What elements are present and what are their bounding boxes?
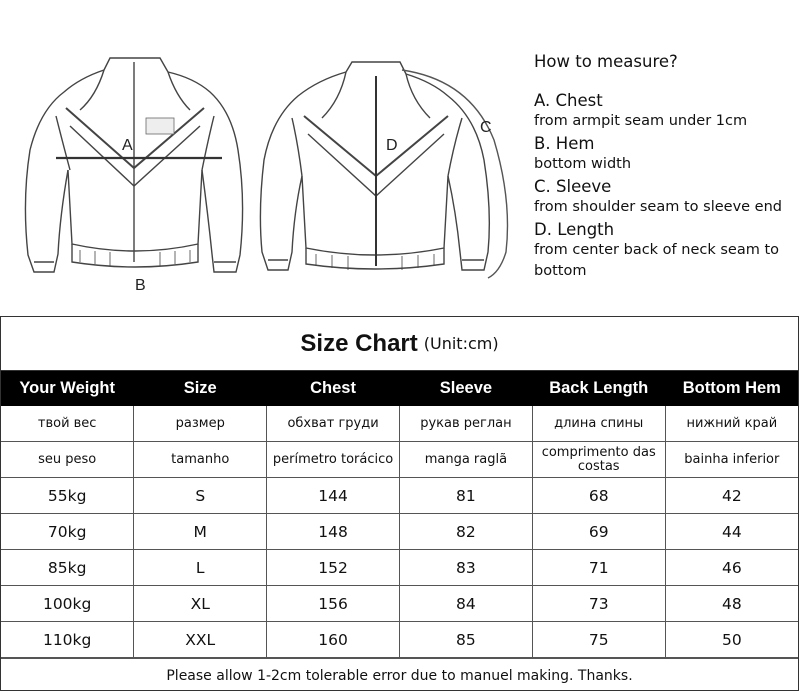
size-chart-heading: Size Chart bbox=[300, 329, 418, 357]
table-row bbox=[1, 622, 798, 658]
table-cell: 71 bbox=[532, 550, 665, 586]
table-cell: 85kg bbox=[1, 550, 134, 586]
size-table bbox=[1, 371, 798, 658]
table-cell: manga raglã bbox=[399, 442, 532, 478]
measure-item-title: D. Length bbox=[534, 220, 615, 239]
header-cell: Back Length bbox=[532, 371, 665, 406]
measure-item-desc: bottom width bbox=[534, 156, 632, 172]
table-cell: нижний край bbox=[665, 406, 798, 442]
tolerance-note: Please allow 1-2cm tolerable error due to manuel making. Thanks. bbox=[1, 658, 798, 693]
header-cell: Size bbox=[134, 371, 267, 406]
table-cell: XL bbox=[134, 586, 267, 622]
table-cell: perímetro torácico bbox=[267, 442, 400, 478]
measure-item-desc: from armpit seam under 1cm bbox=[534, 113, 748, 129]
table-cell: seu peso bbox=[1, 442, 134, 478]
measurement-section bbox=[0, 0, 800, 316]
table-cell: 148 bbox=[267, 514, 400, 550]
table-cell: 110kg bbox=[1, 622, 134, 658]
table-cell: 46 bbox=[665, 550, 798, 586]
table-cell: 55kg bbox=[1, 478, 134, 514]
table-cell: 44 bbox=[665, 514, 798, 550]
table-row bbox=[1, 514, 798, 550]
size-chart-unit: (Unit:cm) bbox=[423, 334, 499, 353]
table-cell: 100kg bbox=[1, 586, 134, 622]
label-b: B bbox=[135, 277, 146, 294]
header-cell: Your Weight bbox=[1, 371, 134, 406]
measure-item-desc: from shoulder seam to sleeve end bbox=[534, 199, 782, 215]
table-cell: 83 bbox=[399, 550, 532, 586]
russian-label-row bbox=[1, 406, 798, 442]
table-cell: 68 bbox=[532, 478, 665, 514]
table-cell: 84 bbox=[399, 586, 532, 622]
size-chart-title bbox=[1, 317, 798, 371]
header-cell: Chest bbox=[267, 371, 400, 406]
table-cell: 75 bbox=[532, 622, 665, 658]
table-cell: tamanho bbox=[134, 442, 267, 478]
table-header-row bbox=[1, 371, 798, 406]
table-cell: 42 bbox=[665, 478, 798, 514]
table-row bbox=[1, 550, 798, 586]
table-cell: твой вес bbox=[1, 406, 134, 442]
table-cell: 144 bbox=[267, 478, 400, 514]
label-a: A bbox=[122, 137, 133, 154]
table-cell: 156 bbox=[267, 586, 400, 622]
how-to-measure-heading: How to measure? bbox=[534, 52, 678, 71]
measure-item-title: A. Chest bbox=[534, 91, 603, 110]
table-cell: 81 bbox=[399, 478, 532, 514]
table-cell: размер bbox=[134, 406, 267, 442]
table-cell: M bbox=[134, 514, 267, 550]
label-d: D bbox=[386, 137, 398, 154]
table-cell: XXL bbox=[134, 622, 267, 658]
table-cell: 48 bbox=[665, 586, 798, 622]
portuguese-label-row bbox=[1, 442, 798, 478]
table-cell: 69 bbox=[532, 514, 665, 550]
table-cell: 82 bbox=[399, 514, 532, 550]
table-row bbox=[1, 478, 798, 514]
measure-item-desc: from center back of neck seam to bottom bbox=[534, 242, 780, 279]
measure-item-title: B. Hem bbox=[534, 134, 595, 153]
table-cell: рукав реглан bbox=[399, 406, 532, 442]
table-cell: 160 bbox=[267, 622, 400, 658]
table-cell: 152 bbox=[267, 550, 400, 586]
header-cell: Sleeve bbox=[399, 371, 532, 406]
label-c: C bbox=[480, 119, 492, 136]
table-cell: 73 bbox=[532, 586, 665, 622]
table-cell: comprimento das costas bbox=[532, 442, 665, 478]
jacket-sketch bbox=[0, 0, 520, 310]
how-to-measure bbox=[534, 52, 796, 284]
size-chart bbox=[0, 316, 799, 691]
table-cell: L bbox=[134, 550, 267, 586]
table-row bbox=[1, 586, 798, 622]
table-cell: обхват груди bbox=[267, 406, 400, 442]
table-cell: длина спины bbox=[532, 406, 665, 442]
table-cell: 85 bbox=[399, 622, 532, 658]
header-cell: Bottom Hem bbox=[665, 371, 798, 406]
back-jacket-drawing bbox=[260, 62, 489, 270]
measure-item-title: C. Sleeve bbox=[534, 177, 612, 196]
table-cell: 50 bbox=[665, 622, 798, 658]
table-cell: bainha inferior bbox=[665, 442, 798, 478]
front-jacket-drawing bbox=[25, 58, 242, 272]
table-cell: S bbox=[134, 478, 267, 514]
table-cell: 70kg bbox=[1, 514, 134, 550]
